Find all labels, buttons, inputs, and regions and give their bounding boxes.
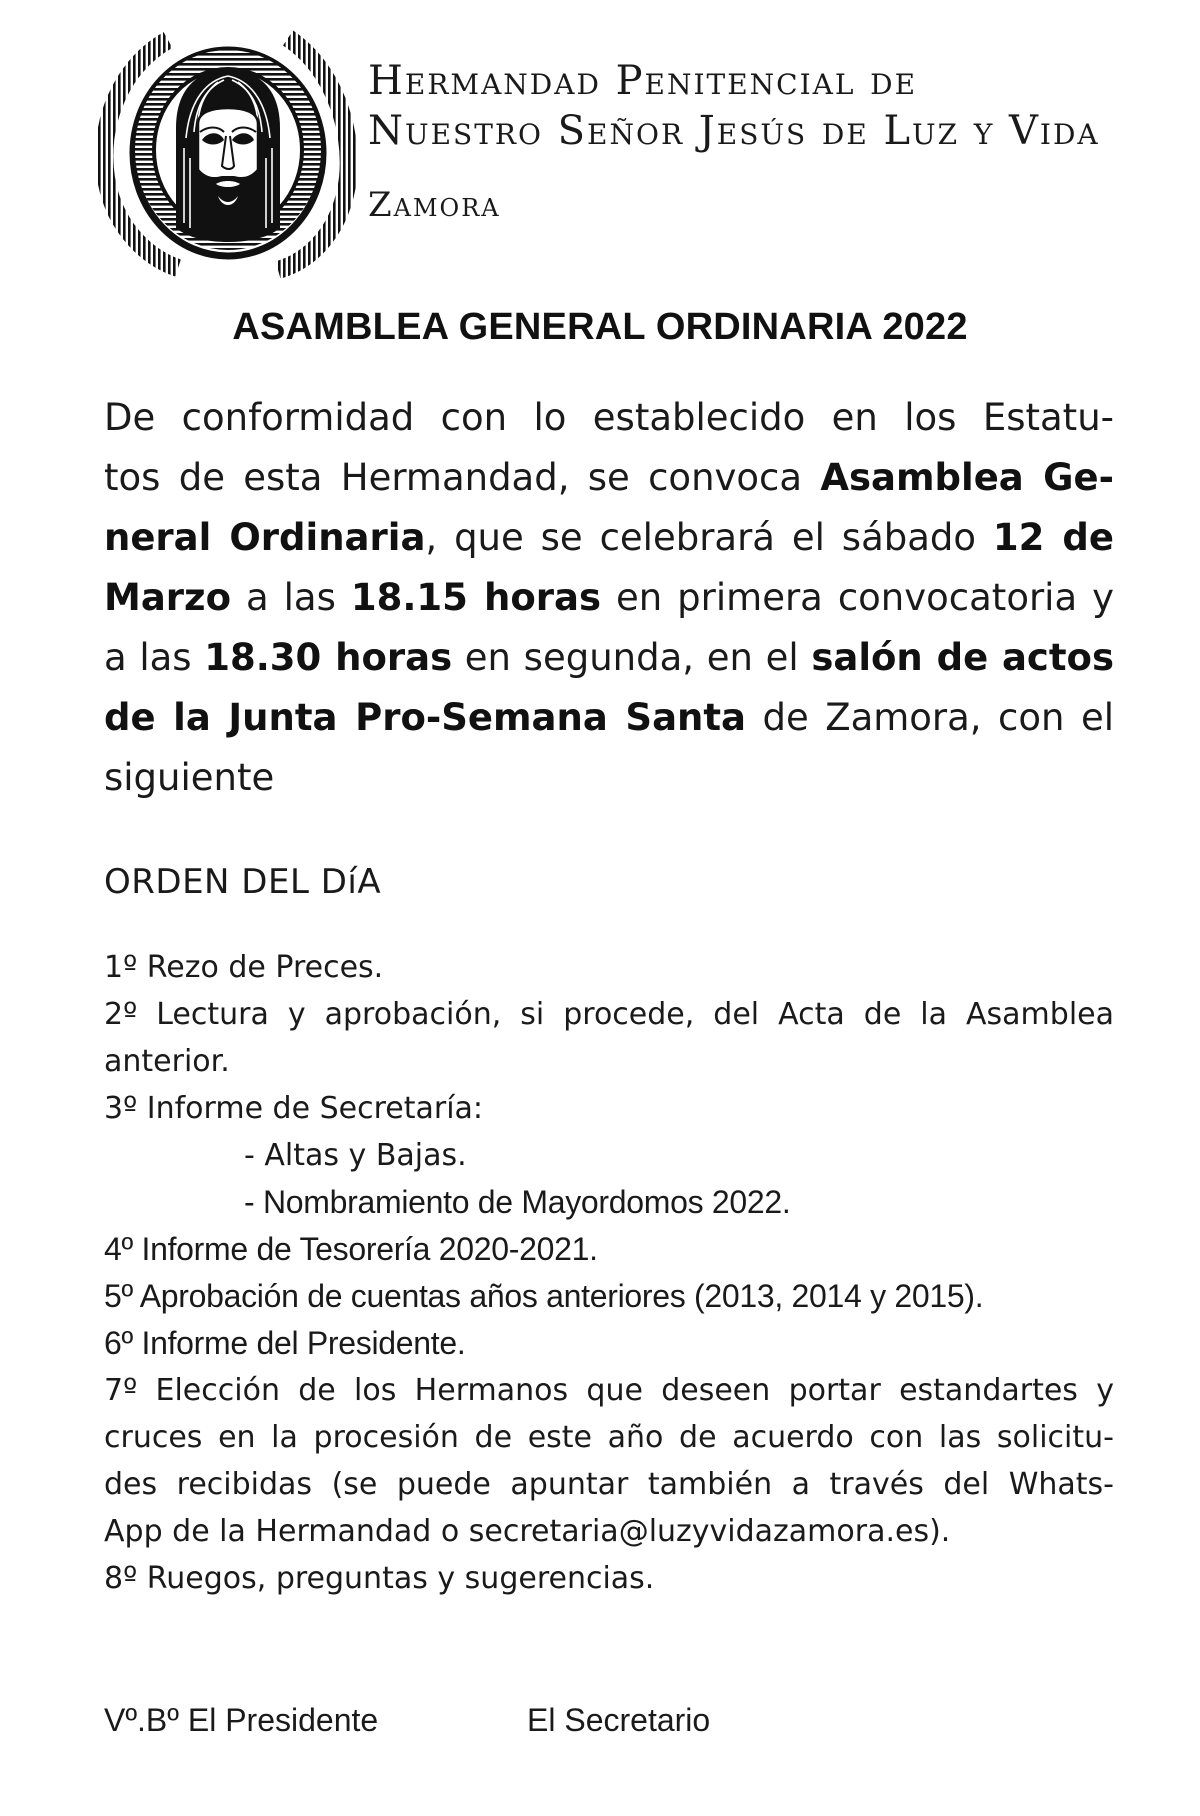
- agenda-item-2: 2º Lectura y aprobación, si procede, del Acta de la Asamblea: [104, 997, 1114, 1032]
- emphasis-venue: de la Junta Pro-Semana Santa: [104, 696, 747, 739]
- agenda-item-7-cont-email: App de la Hermandad o secretaria@luzyvidazamora.es).: [104, 1514, 951, 1549]
- agenda-list: [104, 944, 1114, 1602]
- paragraph-line: [104, 448, 1114, 508]
- agenda-item-7-cont: cruces en la procesión de este año de acuerdo con las solicitu-: [104, 1420, 1114, 1455]
- paragraph-text: de Zamora, con el: [746, 696, 1114, 739]
- paragraph-line: [104, 628, 1114, 688]
- convocation-paragraph: [104, 388, 1114, 808]
- agenda-item-7-cont: des recibidas (se puede apuntar también a través del Whats-: [104, 1467, 1114, 1502]
- christ-face-emblem-icon: [98, 28, 358, 278]
- agenda-item-2-cont: anterior.: [104, 1044, 230, 1079]
- paragraph-line: [104, 568, 1114, 628]
- emphasis-assembly: neral Ordinaria: [104, 516, 426, 559]
- emphasis-first-call-time: 18.15 horas: [350, 576, 601, 619]
- signature-secretary: El Secretario: [527, 1702, 711, 1738]
- emphasis-assembly: Asamblea Ge-: [820, 456, 1114, 499]
- agenda-item-6: 6º Informe del Presidente.: [104, 1325, 466, 1361]
- organization-city: Zamora: [368, 185, 501, 225]
- paragraph-line: [104, 508, 1114, 568]
- organization-name-line-1: Hermandad Penitencial de: [368, 58, 918, 104]
- paragraph-text: siguiente: [104, 756, 275, 799]
- agenda-heading: ORDEN DEL DíA: [104, 862, 382, 902]
- signature-president: Vº.Bº El Presidente: [104, 1702, 379, 1738]
- document-title: ASAMBLEA GENERAL ORDINARIA 2022: [232, 306, 968, 348]
- agenda-item-1: 1º Rezo de Preces.: [104, 950, 384, 985]
- organization-name-line-2: Nuestro Señor Jesús de Luz y Vida: [368, 108, 1100, 154]
- agenda-item-5: 5º Aprobación de cuentas años anteriores (2013, 2014 y 2015).: [104, 1278, 984, 1314]
- paragraph-text: , que se celebrará el sábado: [425, 516, 993, 559]
- paragraph-text: tos de esta Hermandad, se convoca: [104, 456, 821, 499]
- paragraph-text: en primera convocatoria y: [601, 576, 1114, 619]
- emphasis-date: Marzo: [104, 576, 231, 619]
- agenda-item-8: 8º Ruegos, preguntas y sugerencias.: [104, 1561, 655, 1596]
- paragraph-line: [104, 388, 1114, 448]
- agenda-item-4: 4º Informe de Tesorería 2020-2021.: [104, 1231, 598, 1267]
- agenda-item-3: 3º Informe de Secretaría:: [104, 1091, 484, 1126]
- paragraph-text: a las: [104, 636, 205, 679]
- emphasis-second-call-time: 18.30 horas: [204, 636, 453, 679]
- agenda-item-7: 7º Elección de los Hermanos que deseen portar estandartes y: [104, 1373, 1114, 1408]
- emphasis-date: 12 de: [992, 516, 1114, 559]
- agenda-subitem-altas-bajas: - Altas y Bajas.: [244, 1138, 467, 1173]
- paragraph-text: De conformidad con lo establecido en los Estatu-: [104, 396, 1114, 439]
- agenda-subitem-mayordomos: - Nombramiento de Mayordomos 2022.: [244, 1184, 791, 1220]
- emphasis-venue: salón de actos: [811, 636, 1114, 679]
- paragraph-text: en segunda, en el: [452, 636, 812, 679]
- paragraph-line: [104, 688, 1114, 748]
- paragraph-text: a las: [231, 576, 351, 619]
- paragraph-line: [104, 748, 1114, 808]
